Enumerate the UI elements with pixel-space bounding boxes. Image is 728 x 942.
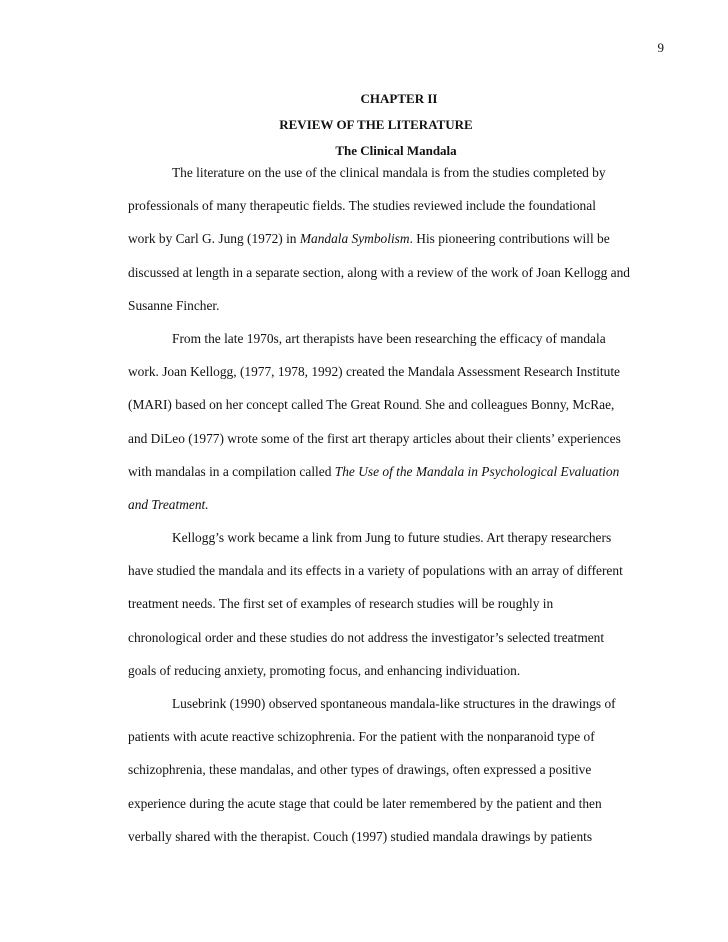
- text-line: treatment needs. The first set of examples of research studies will be roughly in: [128, 596, 554, 612]
- text-run: (MARI) based on her concept called The Great Round: [128, 397, 420, 413]
- body-text: [128, 165, 668, 862]
- heading-block: [0, 86, 728, 164]
- text-line: Kellogg’s work became a link from Jung to future studies. Art therapy researchers: [172, 530, 612, 546]
- text-line: [128, 397, 668, 430]
- chapter-heading: CHAPTER II: [360, 91, 438, 106]
- text-run: She and colleagues Bonny, McRae,: [421, 397, 615, 413]
- text-line: [128, 231, 668, 264]
- text-line: experience during the acute stage that could be later remembered by the patient and then: [128, 795, 602, 811]
- text-run: with mandalas in a compilation called: [128, 463, 335, 479]
- text-line: [128, 464, 668, 497]
- text-line: [128, 497, 668, 530]
- text-run: work by Carl G. Jung (1972) in: [128, 231, 300, 247]
- text-line: and DiLeo (1977) wrote some of the first art therapy articles about their clients’ experiences: [128, 430, 621, 446]
- text-line: verbally shared with the therapist. Couch (1997) studied mandala drawings by patients: [128, 828, 593, 844]
- section-heading: The Clinical Mandala: [335, 143, 457, 158]
- text-line: discussed at length in a separate section, along with a review of the work of Joan Kellogg and: [128, 264, 631, 280]
- text-line: schizophrenia, these mandalas, and other types of drawings, often expressed a positive: [128, 762, 592, 778]
- text-line: The literature on the use of the clinical mandala is from the studies completed by: [172, 165, 606, 180]
- text-run: . His pioneering contributions will be: [409, 231, 610, 247]
- text-line: work. Joan Kellogg, (1977, 1978, 1992) created the Mandala Assessment Research Institute: [128, 364, 620, 380]
- text-line: goals of reducing anxiety, promoting focus, and enhancing individuation.: [128, 662, 521, 678]
- chapter-title: REVIEW OF THE LITERATURE: [279, 117, 473, 132]
- book-title: Mandala Symbolism: [299, 231, 410, 247]
- text-line: Susanne Fincher.: [128, 297, 220, 313]
- book-title: and Treatment.: [128, 496, 209, 512]
- text-line: From the late 1970s, art therapists have been researching the efficacy of mandala: [172, 330, 606, 346]
- text-run: .: [419, 401, 422, 412]
- text-line: patients with acute reactive schizophrenia. For the patient with the nonparanoid type of: [128, 729, 595, 745]
- text-line: professionals of many therapeutic fields. The studies reviewed include the foundational: [128, 198, 596, 214]
- text-line: chronological order and these studies do not address the investigator’s selected treatment: [128, 629, 605, 645]
- text-line: have studied the mandala and its effects in a variety of populations with an array of different: [128, 563, 623, 579]
- text-line: Lusebrink (1990) observed spontaneous mandala-like structures in the drawings of: [172, 696, 616, 711]
- book-title: The Use of the Mandala in Psychological Evaluation: [334, 463, 620, 479]
- page-number: 9: [657, 40, 664, 55]
